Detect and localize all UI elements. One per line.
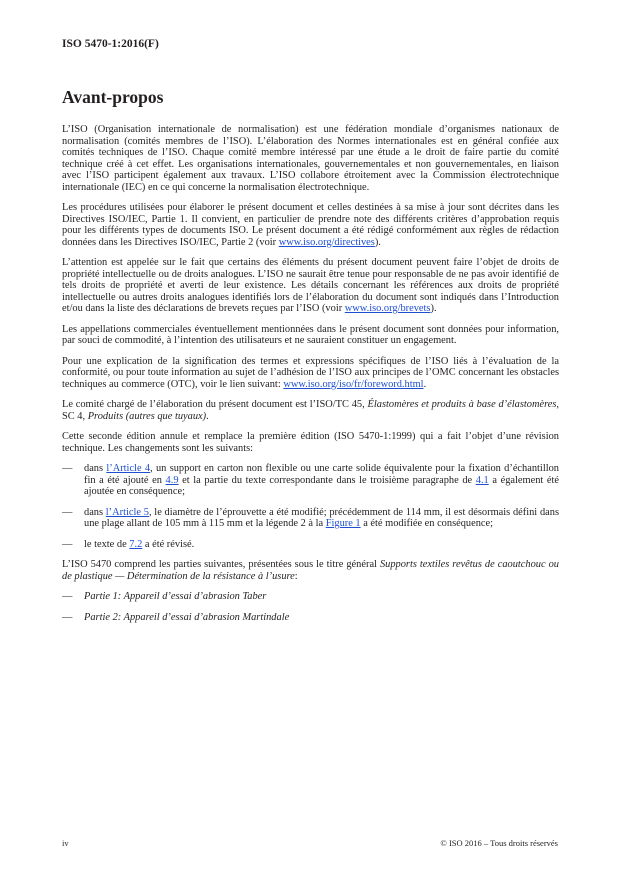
list-item-text [84, 507, 559, 530]
text-run: ). [374, 236, 381, 248]
italic-text: Supports textiles revêtus de caoutchouc ou de plastique — Détermination de la résistance à l’usure [62, 559, 560, 582]
text-run: dans [84, 506, 106, 518]
text-run: Les procédures utilisées pour élaborer le présent document et celles destinées à sa mise à jour sont décrites dans les Directives ISO/IEC, Partie 1. Il convient, en particulier de prendre note des différents critères d’approbation requis pour les différents types de documents ISO. Le présent document a été rédigé conformément aux règles de rédaction données dans les Directives ISO/IEC, Partie 2 (voir [62, 202, 559, 248]
copyright-notice: © ISO 2016 – Tous droits réservés [440, 838, 558, 848]
hyperlink[interactable]: www.iso.org/iso/fr/foreword.html [283, 378, 424, 390]
hyperlink[interactable]: 7.2 [129, 538, 143, 550]
text-run: Le comité chargé de l’élaboration du présent document est l’ISO/TC 45, [62, 399, 368, 410]
hyperlink[interactable]: Figure 1 [325, 518, 361, 529]
italic-text: Partie 2: Appareil d’essai d’abrasion Martindale [84, 611, 290, 623]
list-item [62, 463, 559, 498]
paragraph [62, 559, 559, 582]
text-run: : [294, 570, 298, 582]
text-run: Cette seconde édition annule et remplace la première édition (ISO 5470-1:1999) qui a fait l’objet d’une révision technique. Les changements sont les suivants: [62, 431, 559, 454]
paragraph [62, 124, 559, 193]
paragraph [62, 356, 559, 391]
list-dash: — [62, 463, 73, 474]
hyperlink[interactable]: l’Article 4 [106, 463, 151, 474]
hyperlink[interactable]: www.iso.org/brevets [344, 303, 431, 314]
hyperlink[interactable]: www.iso.org/directives [278, 236, 375, 248]
list-item-text [84, 463, 559, 498]
text-run: L’ISO 5470 comprend les parties suivantes, présentées sous le titre général [62, 559, 380, 570]
text-run: , SC 4, [62, 399, 559, 422]
hyperlink[interactable]: l’Article 5 [105, 506, 149, 518]
list-item-text [84, 591, 559, 603]
paragraph [62, 431, 559, 454]
paragraph [62, 202, 559, 248]
list-dash: — [62, 611, 73, 623]
text-run: dans [84, 463, 107, 474]
list-item [62, 539, 559, 551]
list-item-text [84, 539, 559, 551]
list-item [62, 612, 559, 624]
text-run: ). [430, 303, 437, 314]
text-run: . [423, 378, 427, 390]
text-run: a été modifiée en conséquence; [360, 518, 494, 529]
paragraph [62, 324, 559, 347]
text-run: , un support en carton non flexible ou une carte solide équivalente pour la fixation d’échantillon fin a été ajouté en [84, 463, 559, 486]
list-item [62, 507, 559, 530]
document-id-header: ISO 5470-1:2016(F) [62, 38, 159, 50]
text-run: , le diamètre de l’éprouvette a été modifié; précédemment de 114 mm, il est désormais défini dans une plage allant de 105 mm à 115 mm et la légende 2 à la [84, 506, 559, 529]
text-run: Les appellations commerciales éventuellement mentionnées dans le présent document sont données pour information, par souci de commodité, à l’intention des utilisateurs et ne sauraient constituer un engagement. [62, 323, 559, 346]
document-body [62, 124, 559, 632]
text-run: et la partie du texte correspondante dans le troisième paragraphe de [178, 474, 476, 486]
text-run: a été révisé. [142, 538, 195, 550]
list-dash: — [62, 538, 73, 550]
page-number: iv [62, 838, 69, 848]
page-title: Avant-propos [62, 87, 164, 107]
italic-text: Partie 1: Appareil d’essai d’abrasion Taber [84, 591, 267, 602]
paragraph [62, 257, 559, 315]
list-item [62, 591, 559, 603]
list-dash: — [62, 591, 73, 602]
paragraph [62, 399, 559, 422]
hyperlink[interactable]: 4.9 [165, 474, 179, 486]
text-run: . [206, 410, 209, 422]
italic-text: Produits (autres que tuyaux) [87, 410, 207, 422]
list-dash: — [62, 506, 73, 518]
text-run: Pour une explication de la signification des termes et expressions spécifiques de l’ISO liés à l’évaluation de la conformité, ou pour toute information au sujet de l’adhésion de l’ISO aux principes de l’OMC concernant les obstacles techniques au commerce (OTC), voir le lien suivant: [62, 355, 559, 390]
text-run: L’ISO (Organisation internationale de normalisation) est une fédération mondiale d’organismes nationaux de normalisation (comités membres de l’ISO). L’élaboration des Normes internationales est en général confiée aux comités techniques de l’ISO. Chaque comité membre intéressé par une étude a le droit de faire partie du comité technique créé à cet effet. Les organisations internationales, gouvernementales et non gouvernementales, en liaison avec l’ISO participent également aux travaux. L’ISO collabore étroitement avec la Commission électrotechnique internationale (IEC) en ce qui concerne la normalisation électrotechnique. [62, 124, 559, 193]
text-run: a également été ajoutée en conséquence; [84, 474, 560, 497]
text-run: le texte de [84, 538, 130, 550]
list-item-text [84, 612, 559, 624]
italic-text: Élastomères et produits à base d’élastomères [367, 399, 557, 410]
hyperlink[interactable]: 4.1 [475, 474, 489, 486]
text-run: L’attention est appelée sur le fait que certains des éléments du présent document peuvent faire l’objet de droits de propriété intellectuelle ou de droits analogues. L’ISO ne saurait être tenue pour responsable de ne pas avoir identifié de tels droits de propriété et averti de leur existence. Les détails concernant les références aux droits de propriété intellectuelle ou autres droits analogues identifiés lors de l’élaboration du document sont indiqués dans l’Introduction et/ou dans la liste des déclarations de brevets reçues par l’ISO (voir [62, 257, 559, 314]
